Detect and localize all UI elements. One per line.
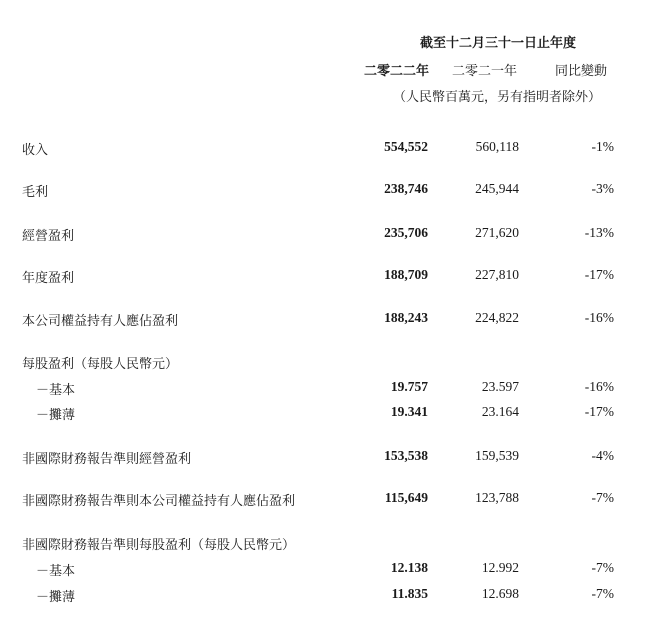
value-2022: 11.835 (391, 586, 428, 601)
row-label: 每股盈利（每股人民幣元） (22, 357, 179, 372)
row-label: －攤薄 (36, 408, 76, 423)
value-2022: 12.138 (390, 560, 428, 575)
table-row (0, 448, 660, 468)
table-row (0, 310, 660, 330)
row-label: 收入 (22, 143, 49, 158)
value-2022: 238,746 (384, 181, 428, 196)
unit-note: （人民幣百萬元，另有指明者除外） (393, 90, 602, 105)
section-heading-row (0, 534, 660, 554)
value-change: -4% (591, 448, 614, 463)
table-row (0, 404, 660, 424)
table-row (0, 225, 660, 245)
section-heading-row (0, 353, 660, 373)
row-label: 非國際財務報告準則經營盈利 (22, 452, 192, 467)
value-2021: 23.164 (481, 404, 519, 419)
table-row (0, 181, 660, 201)
table-row (0, 490, 660, 510)
value-2021: 245,944 (475, 181, 519, 196)
value-2022: 188,709 (384, 267, 428, 282)
table-row (0, 379, 660, 399)
row-label: 年度盈利 (22, 271, 75, 286)
value-2022: 115,649 (384, 490, 428, 505)
row-label: －基本 (36, 564, 76, 579)
value-2021: 12.698 (481, 586, 519, 601)
value-2022: 554,552 (384, 139, 428, 154)
value-2022: 235,706 (384, 225, 428, 240)
value-change: -3% (591, 181, 614, 196)
table-row (0, 139, 660, 159)
table-row (0, 586, 660, 606)
column-header-2022: 二零二二年 (364, 64, 430, 79)
value-change: -17% (584, 267, 614, 282)
value-2021: 23.597 (481, 379, 519, 394)
value-2022: 19.757 (390, 379, 428, 394)
value-2022: 19.341 (390, 404, 428, 419)
value-2021: 224,822 (475, 310, 519, 325)
row-label: －基本 (36, 383, 76, 398)
value-2021: 227,810 (475, 267, 519, 282)
value-change: -7% (591, 490, 614, 505)
value-2022: 188,243 (384, 310, 428, 325)
table-row (0, 560, 660, 580)
row-label: 經營盈利 (22, 229, 75, 244)
row-label: 本公司權益持有人應佔盈利 (22, 314, 179, 329)
value-change: -7% (591, 586, 614, 601)
row-label: 毛利 (22, 185, 49, 200)
value-change: -13% (584, 225, 614, 240)
value-change: -7% (591, 560, 614, 575)
row-label: －攤薄 (36, 590, 76, 605)
value-change: -17% (584, 404, 614, 419)
value-change: -16% (584, 310, 614, 325)
value-2022: 153,538 (384, 448, 428, 463)
value-change: -1% (591, 139, 614, 154)
period-header: 截至十二月三十一日止年度 (420, 36, 577, 51)
value-change: -16% (584, 379, 614, 394)
value-2021: 271,620 (475, 225, 519, 240)
table-row (0, 267, 660, 287)
value-2021: 123,788 (475, 490, 519, 505)
column-header-2021: 二零二一年 (452, 64, 518, 79)
row-label: 非國際財務報告準則每股盈利（每股人民幣元） (22, 538, 296, 553)
value-2021: 12.992 (481, 560, 519, 575)
column-header-change: 同比變動 (555, 64, 608, 79)
value-2021: 159,539 (475, 448, 519, 463)
value-2021: 560,118 (475, 139, 519, 154)
row-label: 非國際財務報告準則本公司權益持有人應佔盈利 (22, 494, 296, 509)
